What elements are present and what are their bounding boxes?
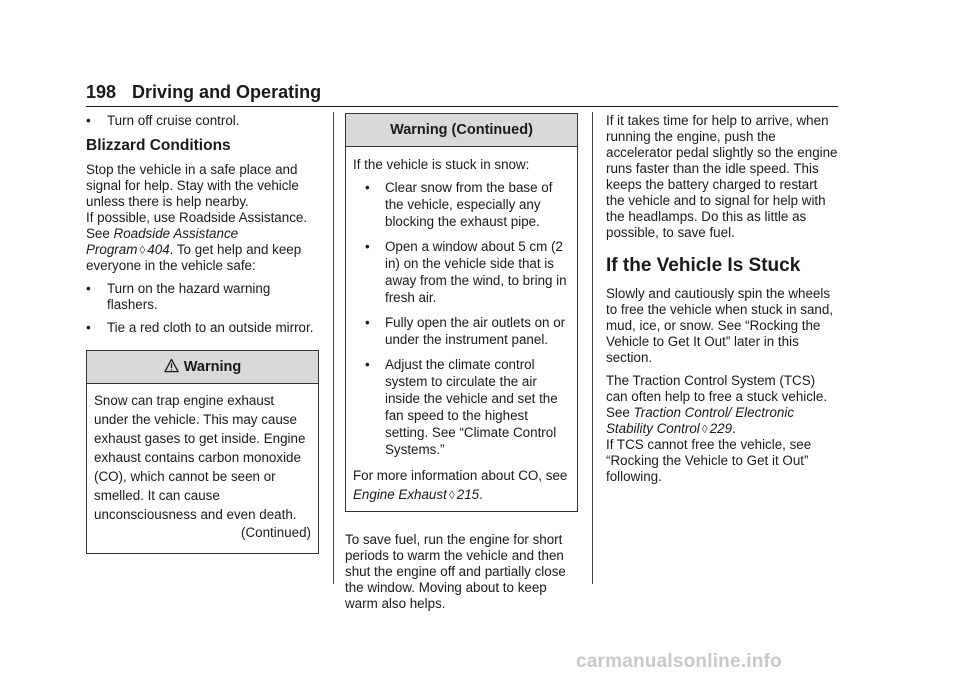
paragraph: If possible, use Roadside Assistance. See Roadside Assistance Program ◊ 404. To get help and keep everyone in the vehicle safe: <box>86 210 308 273</box>
list-item: • Turn off cruise control. <box>86 113 240 128</box>
chapter-title: Driving and Operating <box>132 82 322 102</box>
column-divider-1 <box>333 112 334 584</box>
list-item: • Open a window about 5 cm (2 in) on the vehicle side that is away from the wind, to bring in fresh air. <box>365 239 567 305</box>
bullet-icon: • <box>86 113 91 128</box>
bullet-icon: • <box>365 315 370 330</box>
paragraph: Stop the vehicle in a safe place and signal for help. Stay with the vehicle unless there is help nearby. <box>86 162 299 209</box>
warning-box-continued <box>345 113 578 512</box>
xref-link-roadside[interactable]: Roadside Assistance Program <box>86 226 239 257</box>
warning-body <box>87 384 318 553</box>
column-divider-2 <box>592 112 593 584</box>
continued-label: (Continued) <box>241 525 311 540</box>
bullet-icon: • <box>365 357 370 372</box>
header-rule <box>86 106 838 107</box>
paragraph: The Traction Control System (TCS) can often help to free a stuck vehicle. See Traction Control/ Electronic Stability Control ◊ 229. <box>606 373 828 436</box>
list-item: • Fully open the air outlets on or under the instrument panel. <box>365 315 566 347</box>
page-number: 198 <box>86 82 117 102</box>
warning-text: Snow can trap engine exhaust under the vehicle. This may cause exhaust gases to get inside. Engine exhaust contains carbon monoxide (CO), which cannot be seen or smelled. It can cause unconsciousness and even death. <box>94 393 306 522</box>
bullet-icon: • <box>365 239 370 254</box>
list-item: • Clear snow from the base of the vehicle, especially any blocking the exhaust pipe. <box>365 180 553 229</box>
section-title-stuck: If the Vehicle Is Stuck <box>606 255 801 276</box>
bullet-icon: • <box>86 320 91 335</box>
bullet-icon: • <box>365 180 370 195</box>
list-item: • Tie a red cloth to an outside mirror. <box>86 320 314 335</box>
warning-title: Warning <box>183 359 242 375</box>
column-2 <box>345 113 578 619</box>
warning-body <box>346 147 577 511</box>
column-1 <box>86 113 319 554</box>
page-ref-icon: ◊ <box>139 243 146 257</box>
xref-page[interactable]: 215 <box>456 487 480 502</box>
page-header <box>86 82 321 103</box>
page-ref-icon: ◊ <box>701 422 708 436</box>
paragraph: If it takes time for help to arrive, when running the engine, push the accelerator pedal slightly so the engine runs faster than the idle speed. This keeps the battery charged to restart the vehicle and to signal for help with the headlamps. Do this as little as possible, to save fuel. <box>606 113 838 240</box>
xref-page[interactable]: 229 <box>709 421 733 436</box>
section-title-blizzard: Blizzard Conditions <box>86 137 231 154</box>
warning-intro: If the vehicle is stuck in snow: <box>353 157 530 172</box>
page-ref-icon: ◊ <box>448 488 455 502</box>
bullet-icon: • <box>86 281 91 296</box>
warning-box <box>86 350 319 554</box>
xref-link-engine-exhaust[interactable]: Engine Exhaust <box>353 487 447 502</box>
xref-link-traction-control[interactable]: Traction Control/ Electronic Stability Control <box>606 405 795 436</box>
warning-header <box>87 351 318 384</box>
warning-icon <box>164 358 179 373</box>
list-item: • Adjust the climate control system to circulate the air inside the vehicle and set the fan speed to the highest setting. See “Climate Control Systems.” <box>365 357 558 457</box>
paragraph: If TCS cannot free the vehicle, see “Rocking the Vehicle to Get it Out” following. <box>606 437 812 484</box>
warning-header: Warning (Continued) <box>346 114 577 147</box>
paragraph: Slowly and cautiously spin the wheels to free the vehicle when stuck in sand, mud, ice, or snow. See “Rocking the Vehicle to Get It Out” later in this section. <box>606 286 834 365</box>
warning-more-info: For more information about CO, see Engine Exhaust ◊ 215. <box>353 468 568 502</box>
watermark: carmanualsonline.info <box>576 651 782 672</box>
xref-page[interactable]: 404 <box>147 242 170 257</box>
paragraph: To save fuel, run the engine for short periods to warm the vehicle and then shut the engine off and partially close the window. Moving about to keep warm also helps. <box>345 532 566 611</box>
column-3 <box>606 113 839 492</box>
list-item: • Turn on the hazard warning flashers. <box>86 281 271 312</box>
